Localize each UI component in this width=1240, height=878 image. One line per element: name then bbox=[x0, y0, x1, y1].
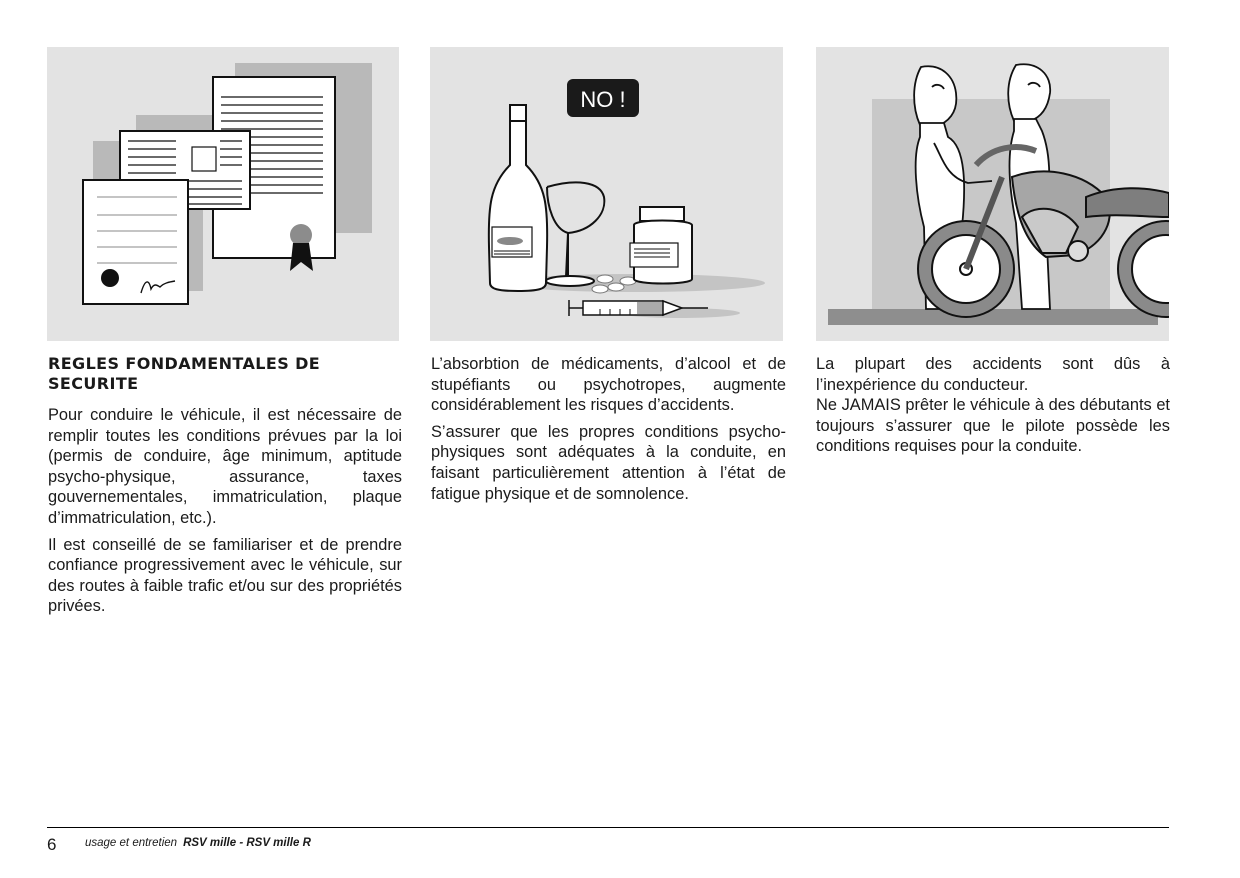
paragraph-legal-conditions: Pour conduire le véhicule, il est nécessaire de remplir toutes les conditions prévues par la loi (permis de conduire, âge minimum, aptitude psycho-physique, assurance, taxes gouvernementales, immatriculation, plaque d’immatriculation, etc.). bbox=[48, 406, 402, 527]
bottle-icon bbox=[489, 105, 547, 291]
medicine-jar-icon bbox=[630, 207, 692, 284]
wine-glass-icon bbox=[546, 182, 604, 286]
paragraph-never-lend: Ne JAMAIS prêter le véhicule à des débutants et toujours s’assurer que le pilote possède les conditions requises pour la conduite. bbox=[816, 396, 1170, 456]
paragraph-accidents: La plupart des accidents sont dûs à l’inexpérience du conducteur. bbox=[816, 355, 1170, 394]
no-badge-text: NO ! bbox=[580, 87, 626, 112]
documents-illustration bbox=[47, 47, 399, 341]
paragraph-fitness: S’assurer que les propres conditions psycho-physiques sont adéquates à la conduite, en faisant particulièrement attention à l’état de fatigue physique et de somnolence. bbox=[431, 422, 786, 503]
footer-divider bbox=[47, 827, 1169, 828]
footer-model: RSV mille - RSV mille R bbox=[183, 837, 311, 849]
column-alcohol-drugs bbox=[431, 354, 786, 510]
signed-paper-icon bbox=[83, 180, 188, 304]
heading-line-2: SECURITE bbox=[48, 374, 139, 393]
section-heading bbox=[48, 354, 402, 394]
column-safety-rules bbox=[48, 354, 402, 623]
footer-title bbox=[85, 837, 311, 849]
paragraph-substances: L’absorbtion de médicaments, d’alcool et de stupéfiants ou psychotropes, augmente considérablement les risques d’accidents. bbox=[431, 355, 786, 415]
column-inexperience bbox=[816, 354, 1170, 463]
heading-line-1: REGLES FONDAMENTALES DE bbox=[48, 354, 321, 373]
paragraph-familiarise: Il est conseillé de se familiariser et de prendre confiance progressivement avec le véhicule, sur des routes à faible trafic et/ou sur des propriétés privées. bbox=[48, 535, 402, 616]
motorcycle-lending-illustration bbox=[816, 47, 1169, 341]
alcohol-drugs-illustration bbox=[430, 47, 783, 341]
page-number: 6 bbox=[47, 835, 57, 854]
footer-subtitle: usage et entretien bbox=[85, 837, 178, 849]
